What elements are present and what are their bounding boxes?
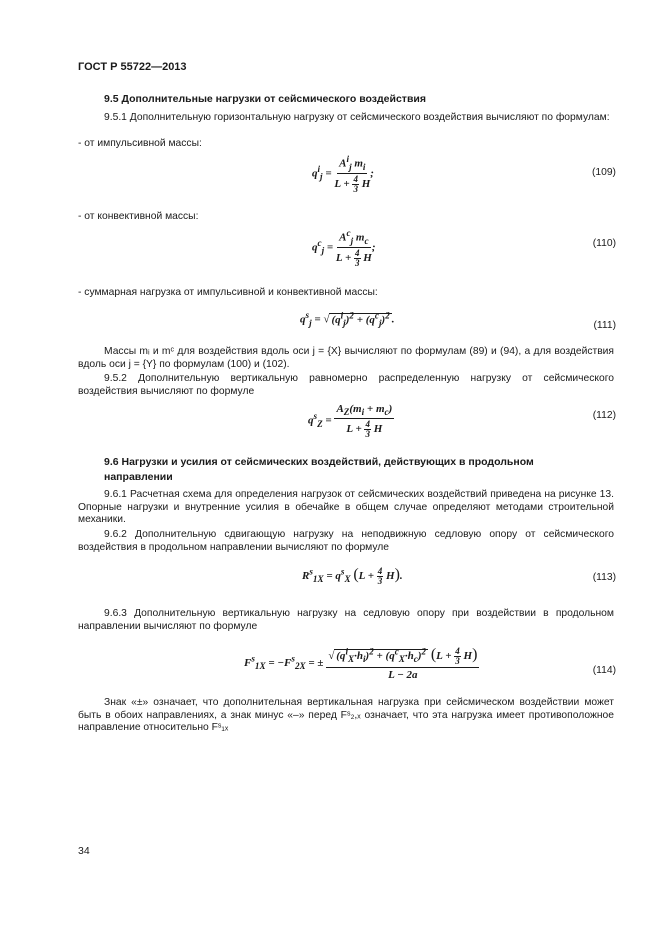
paragraph-9-5-1: 9.5.1 Дополнительную горизонтальную нагрузку от сейсмического воздействия вычисляют по формулам: — [104, 112, 610, 123]
list-item-impulsive: - от импульсивной массы: — [78, 138, 202, 149]
formula-111: $q^s_j$ = √ $(q^i_j)^2 + (q^c_j)^2$ . — [300, 310, 395, 328]
equation-number-114: (114) — [592, 665, 616, 676]
list-item-sum: - суммарная нагрузка от импульсивной и конвективной массы: — [78, 287, 378, 298]
page-number: 34 — [78, 845, 90, 857]
formula-113: $R^s_{1X} = q^s_X$ (L + $\frac{4}{3}$ H). — [302, 565, 403, 586]
formula-114: $F^s_{1X} = -F^s_{2X}$ = ± √ $(q^i_X\cdot h_i)^2 + (q^c_X\cdot h_c)^2$ (L + $\frac{4}{3}$ H) L − 2a — [244, 645, 478, 681]
paragraph-sign-note: Знак «±» означает, что дополнительная вертикальная нагрузка при сейсмическом воздействии может быть в обоих направлениях, а знак минус «–» перед Fˢ₂,ₓ означает, что эта нагрузка имеет противоположное направление относительно Fˢ₁ₓ — [78, 697, 614, 733]
section-heading-9-5: 9.5 Дополнительные нагрузки от сейсмического воздействия — [104, 93, 426, 105]
paragraph-masses: Массы mᵢ и mᶜ для воздействия вдоль оси j = {X} вычисляют по формулам (89) и (94), а для воздействия вдоль оси j = {Y} по формулам (100) и (102). — [78, 346, 614, 370]
formula-110: $q^c_j$ = $A^c_j$ $m_c$ L + $\frac{4}{3}$ H ; — [312, 228, 376, 268]
equation-number-111: (111) — [593, 320, 616, 331]
equation-number-112: (112) — [592, 410, 616, 421]
document-header: ГОСТ Р 55722—2013 — [78, 61, 187, 73]
equation-number-110: (110) — [592, 238, 616, 249]
paragraph-9-5-2: 9.5.2 Дополнительную вертикальную равномерно распределенную нагрузку от сейсмического воздействия вычисляют по формуле — [78, 373, 614, 397]
list-item-convective: - от конвективной массы: — [78, 211, 199, 222]
equation-number-113: (113) — [592, 572, 616, 583]
formula-109: $q^i_j$ = $A^i_j$ $m_i$ L + $\frac{4}{3}$ H ; — [312, 154, 374, 194]
paragraph-9-6-1: 9.6.1 Расчетная схема для определения нагрузок от сейсмических воздействий приведена на рисунке 13. Опорные нагрузки и внутренние усилия в обечайке в общем случае определяют методами строительной механики. — [78, 489, 614, 525]
paragraph-9-6-2: 9.6.2 Дополнительную сдвигающую нагрузку на неподвижную седловую опору от сейсмического воздействия в продольном направлении вычисляют по формуле — [78, 529, 614, 553]
section-heading-9-6: 9.6 Нагрузки и усилия от сейсмических воздействий, действующих в продольном направлении — [104, 456, 534, 483]
paragraph-9-6-3: 9.6.3 Дополнительную вертикальную нагрузку на седловую опору при воздействии в продольном направлении вычисляют по формуле — [78, 608, 614, 632]
equation-number-109: (109) — [591, 167, 616, 178]
formula-112: $q^s_Z$ = $A_Z(m_i + m_c)$ L + $\frac{4}{3}$ H — [308, 403, 393, 440]
